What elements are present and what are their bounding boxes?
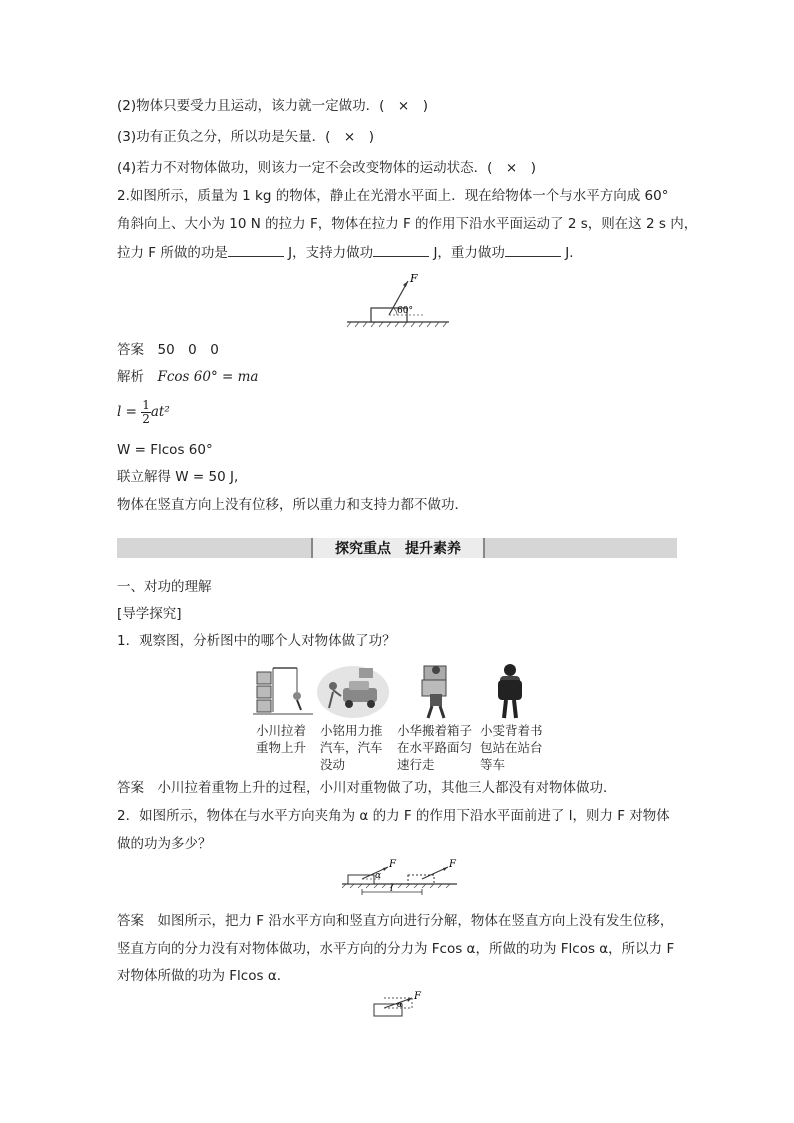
caption-1: 小川拉着重物上升 [256,723,307,755]
carrying-box-illustration [410,662,465,720]
answer-blank-1 [228,242,284,257]
answer-2-line2: 竖直方向的分力没有对物体做功，水平方向的分力为 Fcos α，所做的功为 Flcos α，所以力 F [117,941,675,957]
answer-2-line3: 对物体所做的功为 Flcos α. [117,968,282,984]
judgement-2: (2)物体只要受力且运动，该力就一定做功．( × ) [117,98,428,114]
section-subtitle: [导学探究] [117,606,182,622]
backpack-waiting-illustration [488,662,533,720]
caption-2: 小铭用力推汽车，汽车没动 [320,723,383,772]
q2-line1: 2.如图所示，质量为 1 kg 的物体，静止在光滑水平面上．现在给物体一个与水平方向成 60° [117,188,669,204]
judgement-4: (4)若力不对物体做功，则该力一定不会改变物体的运动状态．( × ) [117,160,536,176]
fig-F-label: F [410,272,418,285]
q2-answer: 答案 50 0 0 [117,342,219,358]
fig-F-left: F [389,859,396,870]
q2-conclusion: 物体在竖直方向上没有位移，所以重力和支持力都不做功． [117,497,468,513]
question-2-line2: 做的功为多少？ [117,836,212,852]
fig-l: l [390,883,394,894]
answer-1: 答案 小川拉着重物上升的过程，小川对重物做了功，其他三人都没有对物体做功． [117,780,617,796]
force-60-figure [345,270,455,330]
judgement-3: (3)功有正负之分，所以功是矢量．( × ) [117,129,374,145]
section-title: 一、对功的理解 [117,579,212,595]
eq-solve: 联立解得 W = 50 J, [117,469,239,485]
pushing-car-illustration [315,662,390,720]
caption-3: 小华搬着箱子在水平路面匀速行走 [397,723,473,772]
q2-analysis: 解析 Fcos 60° = ma [117,369,259,385]
caption-4: 小雯背着书包站在站台等车 [480,723,543,772]
fig2-F: F [414,991,421,1002]
question-1: 1．观察图，分析图中的哪个人对物体做了功？ [117,633,396,649]
displacement-figure [342,857,460,897]
question-2-line1: 2．如图所示，物体在与水平方向夹角为 α 的力 F 的作用下沿水平面前进了 l，则力 F 对物体 [117,808,670,824]
fig-alpha: α [375,871,382,881]
answer-blank-2 [373,242,429,257]
answer-blank-3 [505,242,561,257]
eq-distance: l = $\frac{1}{2}$ at² [117,397,170,426]
fig-F-right: F [449,859,456,870]
fig-angle-label: 60° [397,306,413,316]
answer-2-line1: 答案 如图所示，把力 F 沿水平方向和竖直方向进行分解，物体在竖直方向上没有发生位移， [117,913,674,929]
section-banner: 探究重点 提升素养 [311,538,485,558]
eq-work: W = Flcos 60° [117,442,213,458]
decomposition-figure [370,990,430,1020]
q2-line2: 角斜向上、大小为 10 N 的拉力 F，物体在拉力 F 的作用下沿水平面运动了 2 s，则在这 2 s 内， [117,216,698,232]
fig2-alpha: α [397,1000,403,1009]
q2-line3: 拉力 F 所做的功是 J，支持力做功 J，重力做功 J. [117,242,574,263]
pulling-weight-illustration [253,662,315,720]
